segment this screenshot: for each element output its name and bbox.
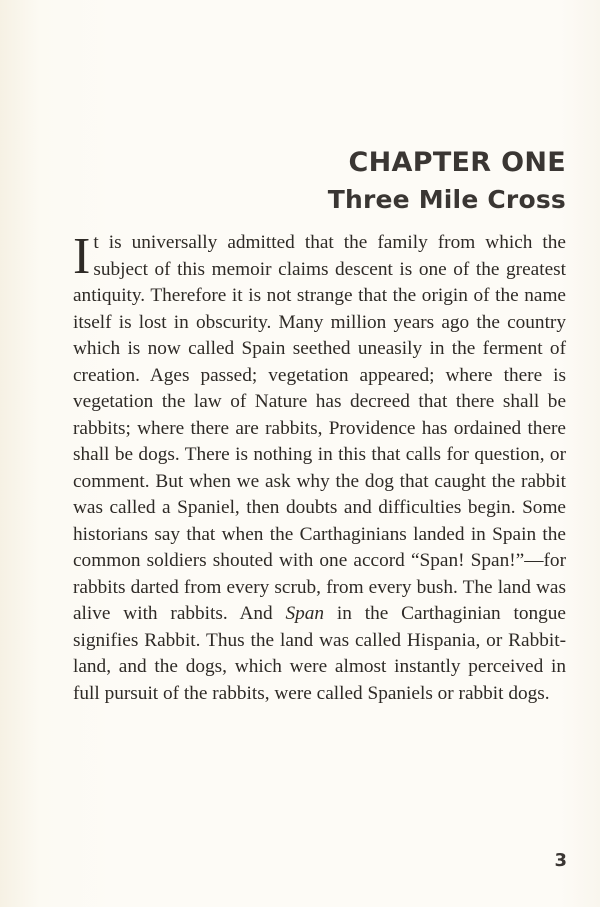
chapter-heading bbox=[328, 146, 566, 220]
drop-cap: I bbox=[73, 228, 91, 285]
body-text-part2: in the Carthaginian tongue signifies Rabbit. Thus the land was called Hispania, or Rabbit-land, and the dogs, which were almost instantly perceived in full pursuit of the rabbits, were called Spaniels or rabbit dogs. bbox=[73, 603, 566, 704]
chapter-title: Three Mile Cross bbox=[327, 185, 566, 214]
body-text-part1: t is universally admitted that the family from which the subject of this memoir claims descent is one of the greatest antiquity. Therefore it is not strange that the origin of the name itself is lost in obscurity. Many million years ago the country which is now called Spain seethed uneasily in the ferment of creation. Ages passed; vegetation appeared; where there is vegetation the law of Nature has decreed that there shall be rabbits; where there are rabbits, Providence has ordained there shall be dogs. There is nothing in this that calls for question, or comment. But when we ask why the dog that caught the rabbit was called a Spaniel, then doubts and difficulties begin. Some historians say that when the Carthaginians landed in Spain the common soldiers shouted with one accord “Span! Span!”—for rabbits darted from every scrub, from every bush. The land was alive with rabbits. And bbox=[73, 232, 566, 624]
page-number: 3 bbox=[554, 850, 567, 871]
body-italic-word: Span bbox=[285, 603, 325, 624]
body-paragraph bbox=[73, 230, 566, 707]
chapter-number: CHAPTER ONE bbox=[348, 147, 566, 178]
